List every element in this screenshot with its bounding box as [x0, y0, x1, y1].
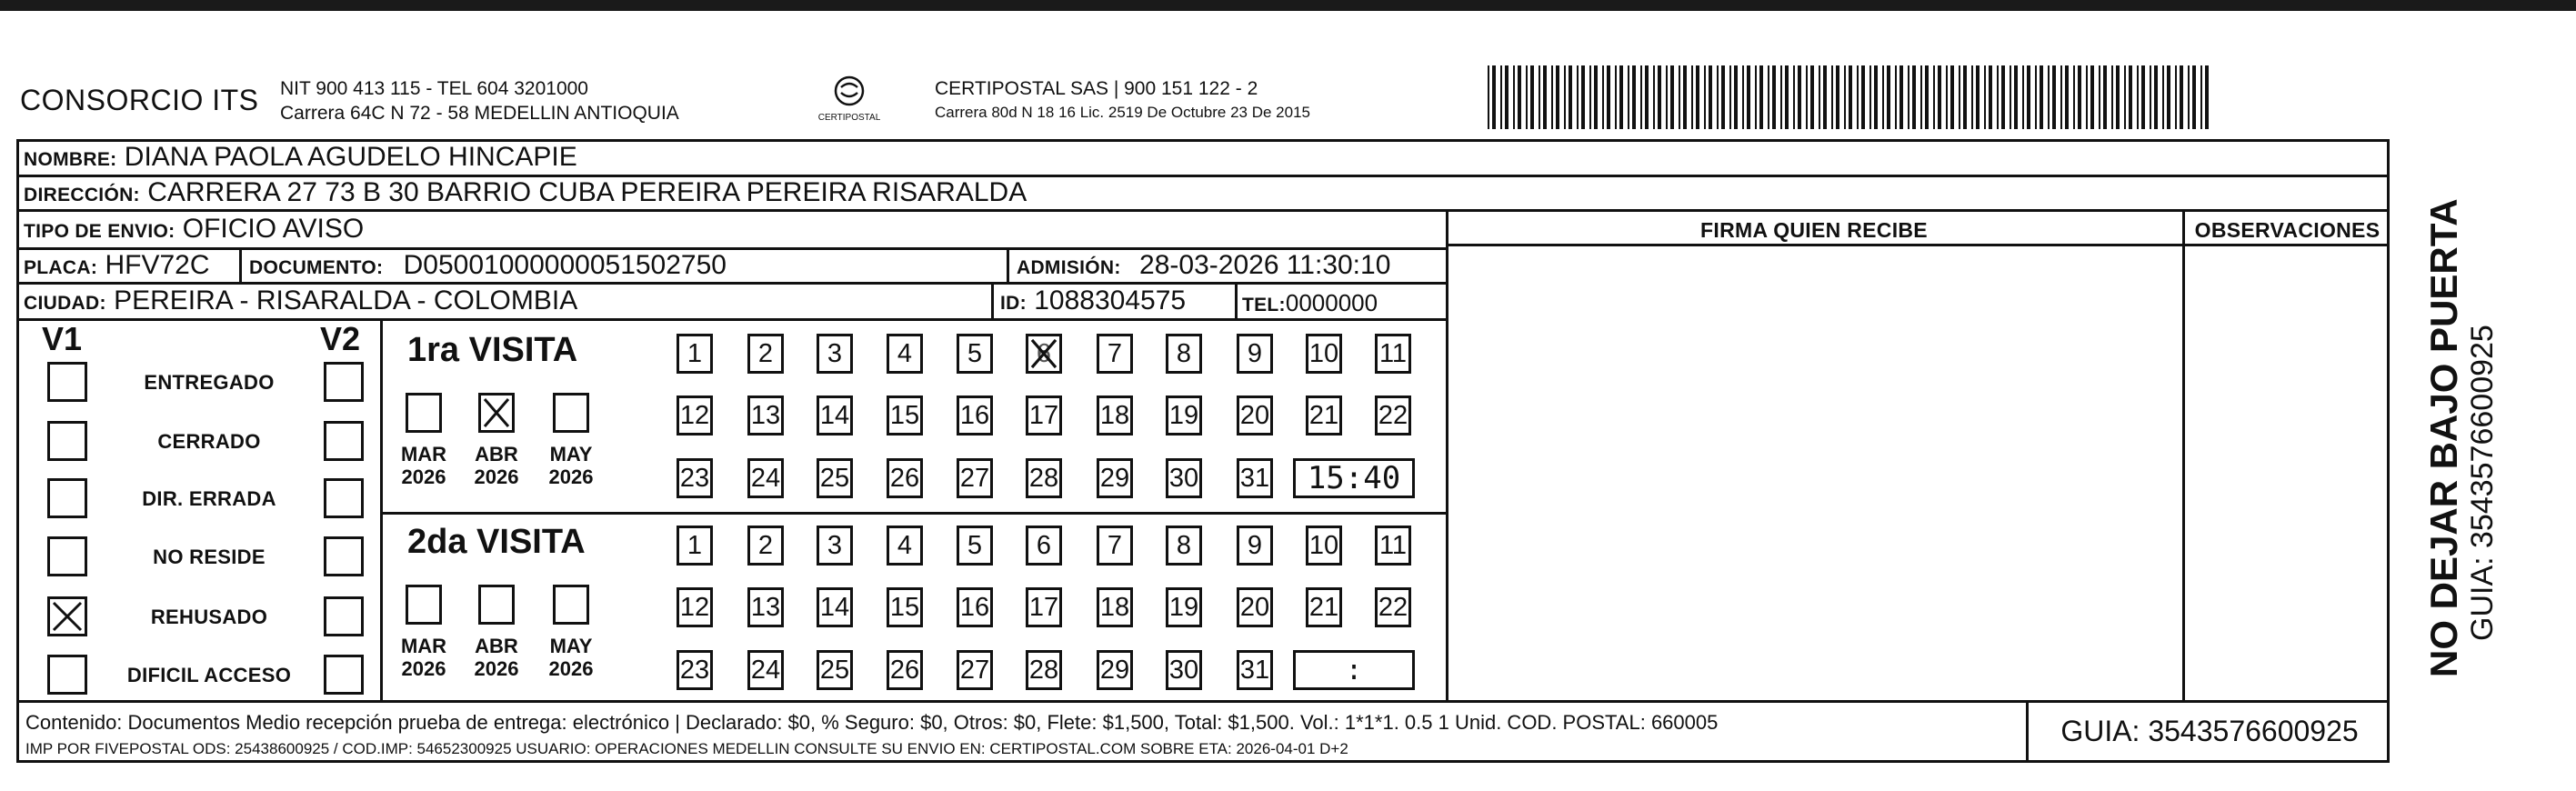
barcode-bar	[1581, 65, 1585, 129]
barcode-bar	[1887, 65, 1890, 129]
day-box[interactable]: 15	[887, 587, 923, 627]
barcode-bar	[2052, 65, 2056, 129]
barcode-bar	[1793, 65, 1795, 129]
documento-field	[249, 251, 727, 283]
day-box[interactable]: 6	[1026, 526, 1062, 566]
barcode-bar	[1488, 65, 1489, 129]
barcode-bar	[1729, 65, 1731, 129]
barcode-bar	[1569, 65, 1572, 129]
row-divider	[1448, 244, 2390, 246]
barcode-bar	[2188, 65, 2190, 129]
visit-title: 2da VISITA	[407, 523, 586, 561]
barcode-bar	[1556, 65, 1559, 129]
visit-title: 1ra VISITA	[407, 331, 578, 369]
barcode-bar	[1564, 65, 1566, 129]
month-name: ABR	[475, 443, 518, 466]
day-box[interactable]: 12	[677, 587, 713, 627]
barcode-bar	[1925, 65, 1929, 129]
status-label: DIFICIL ACCESO	[126, 664, 292, 686]
day-box[interactable]: 15	[887, 396, 923, 436]
month-name: MAY	[549, 443, 593, 466]
v2-checkbox[interactable]	[324, 362, 364, 402]
barcode-bar	[1704, 65, 1706, 129]
month-name: ABR	[475, 635, 518, 657]
barcode-bar	[2154, 65, 2158, 129]
tipo-envio-label: TIPO DE ENVIO:	[24, 221, 175, 242]
barcode-bar	[1950, 65, 1954, 129]
barcode-bar	[2048, 65, 2050, 129]
barcode-bar	[1882, 65, 1884, 129]
day-box[interactable]: 8	[1166, 334, 1202, 374]
status-label: REHUSADO	[150, 606, 268, 628]
barcode-bar	[2090, 65, 2094, 129]
month-year: 2026	[474, 657, 519, 680]
tipo-envio-value: OFICIO AVISO	[182, 214, 365, 244]
placa-field	[24, 251, 210, 283]
firma-header: FIRMA QUIEN RECIBE	[1700, 218, 1928, 242]
x-mark-icon	[481, 396, 512, 430]
barcode-bar	[1709, 65, 1712, 129]
day-box[interactable]: 16	[957, 396, 993, 436]
day-box[interactable]: 4	[887, 526, 923, 566]
month-label	[544, 635, 598, 680]
day-box[interactable]: 8	[1166, 526, 1202, 566]
barcode-bar	[2167, 65, 2170, 129]
day-box[interactable]: 27	[957, 458, 993, 498]
barcode-bar	[1721, 65, 1725, 129]
day-box[interactable]: 11	[1375, 526, 1411, 566]
day-box[interactable]: 25	[817, 650, 853, 690]
barcode-bar	[1696, 65, 1699, 129]
col-divider	[1446, 209, 1448, 700]
day-box[interactable]: 14	[817, 396, 853, 436]
v1-checkbox[interactable]	[47, 421, 87, 461]
month-name: MAY	[549, 635, 593, 657]
day-box[interactable]: 2	[747, 334, 784, 374]
day-box[interactable]: 30	[1166, 650, 1202, 690]
barcode-bar	[1577, 65, 1579, 129]
day-box[interactable]: 1	[677, 526, 713, 566]
barcode-bar	[1920, 65, 1922, 129]
id-value: 1088304575	[1034, 285, 1187, 315]
v2-header: V2	[320, 320, 361, 357]
day-box[interactable]: 16	[957, 587, 993, 627]
id-field	[1000, 286, 1186, 318]
barcode-bar	[2116, 65, 2120, 129]
month-label	[469, 443, 524, 488]
day-box[interactable]: 29	[1097, 458, 1133, 498]
barcode-bar	[1823, 65, 1827, 129]
barcode-bar	[2010, 65, 2011, 129]
time-field[interactable]: 15:40	[1293, 458, 1415, 498]
v1-checkbox[interactable]	[47, 536, 87, 576]
barcode-bar	[1755, 65, 1757, 129]
barcode-bar	[1959, 65, 1960, 129]
barcode-bar	[2111, 65, 2113, 129]
barcode-bar	[1530, 65, 1534, 129]
barcode-bar	[1819, 65, 1820, 129]
v1-header: V1	[42, 320, 83, 357]
v1-checkbox[interactable]	[47, 362, 87, 402]
barcode-bar	[1640, 65, 1642, 129]
day-box[interactable]: 21	[1306, 396, 1342, 436]
col-divider	[1007, 247, 1009, 282]
barcode-bar	[2205, 65, 2209, 129]
barcode-bar	[2027, 65, 2030, 129]
day-box[interactable]: 13	[747, 587, 784, 627]
top-border	[0, 0, 2576, 11]
barcode-bar	[1679, 65, 1680, 129]
tel-label: TEL:	[1242, 295, 1286, 315]
month-checkbox[interactable]	[478, 393, 515, 433]
v2-checkbox[interactable]	[324, 655, 364, 695]
day-box[interactable]: 20	[1237, 396, 1273, 436]
v2-checkbox[interactable]	[324, 421, 364, 461]
day-box[interactable]: 21	[1306, 587, 1342, 627]
x-mark-icon	[50, 599, 85, 634]
status-label: NO RESIDE	[153, 546, 266, 568]
documento-label: DOCUMENTO:	[249, 257, 384, 278]
v2-checkbox[interactable]	[324, 596, 364, 636]
barcode-bar	[2001, 65, 2005, 129]
month-year: 2026	[401, 657, 446, 680]
month-name: MAR	[400, 443, 447, 466]
barcode-bar	[1780, 65, 1782, 129]
month-checkbox[interactable]	[478, 585, 515, 625]
barcode-bar	[1798, 65, 1801, 129]
day-box[interactable]: 27	[957, 650, 993, 690]
barcode-bar	[1785, 65, 1789, 129]
month-year: 2026	[548, 466, 594, 488]
barcode-bar	[2040, 65, 2043, 129]
barcode-bar	[1869, 65, 1871, 129]
barcode-bar	[1899, 65, 1903, 129]
month-year: 2026	[401, 466, 446, 488]
certipostal-logo	[814, 73, 885, 127]
barcode-bar	[1619, 65, 1623, 129]
signature-area[interactable]	[1451, 250, 2179, 696]
day-box[interactable]: 29	[1097, 650, 1133, 690]
day-box[interactable]: 2	[747, 526, 784, 566]
day-box[interactable]: 23	[677, 650, 713, 690]
barcode-bar	[1683, 65, 1687, 129]
barcode-bar	[1717, 65, 1719, 129]
day-box[interactable]: 23	[677, 458, 713, 498]
col-divider	[239, 247, 242, 282]
barcode	[1486, 65, 2211, 129]
day-box[interactable]: 17	[1026, 587, 1062, 627]
day-box[interactable]: 7	[1097, 334, 1133, 374]
month-checkbox[interactable]	[553, 585, 589, 625]
day-box[interactable]: 25	[817, 458, 853, 498]
col-divider	[2026, 700, 2029, 763]
barcode-bar	[1997, 65, 1999, 129]
day-box[interactable]: 30	[1166, 458, 1202, 498]
side-guia: GUIA: 3543576600925	[2465, 325, 2500, 641]
barcode-bar	[1849, 65, 1852, 129]
tipo-envio-row	[24, 215, 364, 246]
v1-checkbox[interactable]	[47, 478, 87, 518]
day-box[interactable]: 5	[957, 526, 993, 566]
barcode-bar	[2073, 65, 2075, 129]
barcode-bar	[1594, 65, 1598, 129]
nombre-value: DIANA PAOLA AGUDELO HINCAPIE	[124, 142, 577, 172]
barcode-bar	[1658, 65, 1661, 129]
barcode-bar	[2150, 65, 2151, 129]
direccion-label: DIRECCIÓN:	[24, 185, 140, 205]
barcode-bar	[1500, 65, 1502, 129]
col-divider	[991, 282, 994, 318]
barcode-bar	[1632, 65, 1636, 129]
id-label: ID:	[1000, 293, 1027, 314]
placa-label: PLACA:	[24, 257, 98, 278]
day-box[interactable]: 31	[1237, 458, 1273, 498]
v2-checkbox[interactable]	[324, 536, 364, 576]
barcode-bar	[1963, 65, 1967, 129]
month-label	[396, 635, 451, 680]
barcode-bar	[1989, 65, 1992, 129]
barcode-bar	[1734, 65, 1738, 129]
day-box[interactable]: 12	[677, 396, 713, 436]
month-year: 2026	[548, 657, 594, 680]
barcode-bar	[1938, 65, 1941, 129]
day-box[interactable]: 31	[1237, 650, 1273, 690]
day-box[interactable]: 6	[1026, 334, 1062, 374]
ciudad-label: CIUDAD:	[24, 293, 106, 314]
month-label	[469, 635, 524, 680]
observations-area[interactable]	[2188, 250, 2386, 696]
day-box[interactable]: 22	[1375, 396, 1411, 436]
day-box[interactable]: 26	[887, 650, 923, 690]
placa-value: HFV72C	[105, 250, 210, 280]
day-box[interactable]: 26	[887, 458, 923, 498]
day-box[interactable]: 24	[747, 458, 784, 498]
v1-checkbox[interactable]	[47, 655, 87, 695]
day-box[interactable]: 19	[1166, 587, 1202, 627]
barcode-bar	[1691, 65, 1693, 129]
tel-field	[1242, 288, 1378, 320]
barcode-bar	[1602, 65, 1604, 129]
footer-imp: IMP POR FIVEPOSTAL ODS: 25438600925 / COD.IMP: 54652300925 USUARIO: OPERACIONES MEDELLIN CONSULTE SU ENVIO EN: CERTIPOSTAL.COM SOBRE ETA: 2026-04-01 D+2	[25, 740, 1348, 757]
barcode-bar	[2014, 65, 2018, 129]
barcode-bar	[2086, 65, 2088, 129]
certipostal-line1: CERTIPOSTAL SAS | 900 151 122 - 2	[935, 78, 1258, 99]
day-box[interactable]: 1	[677, 334, 713, 374]
barcode-bar	[2141, 65, 2145, 129]
month-label	[544, 443, 598, 488]
company-info	[280, 76, 679, 125]
certipostal-info	[935, 76, 1310, 125]
month-name: MAR	[400, 635, 447, 657]
barcode-bar	[2124, 65, 2126, 129]
admision-label: ADMISIÓN:	[1017, 257, 1121, 278]
day-box[interactable]: 10	[1306, 526, 1342, 566]
company-name: CONSORCIO ITS	[20, 84, 259, 116]
barcode-bar	[1607, 65, 1610, 129]
barcode-bar	[2065, 65, 2069, 129]
barcode-bar	[1543, 65, 1547, 129]
barcode-bar	[2035, 65, 2037, 129]
admision-field	[1017, 251, 1390, 283]
company-address: Carrera 64C N 72 - 58 MEDELLIN ANTIOQUIA	[280, 103, 679, 124]
barcode-bar	[2129, 65, 2132, 129]
month-label	[396, 443, 451, 488]
barcode-bar	[2078, 65, 2081, 129]
documento-value: D05001000000051502750	[403, 250, 727, 280]
day-box[interactable]: 9	[1237, 526, 1273, 566]
barcode-bar	[1551, 65, 1553, 129]
barcode-bar	[1874, 65, 1878, 129]
nombre-row	[24, 143, 577, 175]
status-label: ENTREGADO	[144, 371, 275, 394]
barcode-bar	[2099, 65, 2100, 129]
day-box[interactable]: 4	[887, 334, 923, 374]
barcode-bar	[1759, 65, 1763, 129]
barcode-bar	[2192, 65, 2196, 129]
row-divider	[16, 318, 1448, 321]
barcode-bar	[2175, 65, 2177, 129]
no-dejar-warning: NO DEJAR BAJO PUERTA	[2422, 198, 2465, 677]
barcode-bar	[2060, 65, 2062, 129]
footer-content: Contenido: Documentos Medio recepción prueba de entrega: electrónico | Declarado: $0, % Seguro: $0, Otros: $0, Flete: $1,500, Total: $1,500. Vol.: 1*1*1. 0.5 1 Unid. COD. POSTAL: 660005	[25, 711, 1719, 734]
v2-checkbox[interactable]	[324, 478, 364, 518]
day-box[interactable]: 7	[1097, 526, 1133, 566]
month-checkbox[interactable]	[553, 393, 589, 433]
barcode-bar	[1810, 65, 1814, 129]
barcode-bar	[1513, 65, 1515, 129]
barcode-bar	[1806, 65, 1808, 129]
day-box[interactable]: 3	[817, 526, 853, 566]
barcode-bar	[1831, 65, 1833, 129]
barcode-bar	[1518, 65, 1521, 129]
col-divider	[2182, 209, 2185, 700]
day-box[interactable]: 11	[1375, 334, 1411, 374]
barcode-bar	[1653, 65, 1655, 129]
barcode-bar	[1670, 65, 1674, 129]
barcode-bar	[1645, 65, 1649, 129]
barcode-bar	[1492, 65, 1496, 129]
day-box[interactable]: 28	[1026, 650, 1062, 690]
footer-guia: GUIA: 3543576600925	[2060, 715, 2359, 747]
barcode-bar	[1768, 65, 1769, 129]
barcode-bar	[1933, 65, 1935, 129]
logo-text: CERTIPOSTAL	[817, 113, 881, 123]
nombre-label: NOMBRE:	[24, 149, 117, 170]
col-divider	[380, 318, 383, 700]
day-box[interactable]: 18	[1097, 396, 1133, 436]
row-divider	[16, 700, 2390, 703]
day-box[interactable]: 22	[1375, 587, 1411, 627]
day-box[interactable]: 10	[1306, 334, 1342, 374]
v1-checkbox[interactable]	[47, 596, 87, 636]
day-box[interactable]: 17	[1026, 396, 1062, 436]
barcode-bar	[1857, 65, 1859, 129]
barcode-bar	[1747, 65, 1750, 129]
barcode-bar	[1844, 65, 1846, 129]
time-field[interactable]: :	[1293, 650, 1415, 690]
direccion-value: CARRERA 27 73 B 30 BARRIO CUBA PEREIRA PEREIRA RISARALDA	[147, 177, 1027, 207]
day-box[interactable]: 19	[1166, 396, 1202, 436]
barcode-bar	[1589, 65, 1591, 129]
certipostal-line2: Carrera 80d N 18 16 Lic. 2519 De Octubre 23 De 2015	[935, 104, 1310, 121]
day-box[interactable]: 14	[817, 587, 853, 627]
barcode-bar	[1908, 65, 1909, 129]
admision-value: 28-03-2026 11:30:10	[1139, 250, 1391, 280]
barcode-bar	[1615, 65, 1617, 129]
barcode-bar	[1526, 65, 1528, 129]
barcode-bar	[1861, 65, 1865, 129]
barcode-bar	[2180, 65, 2183, 129]
barcode-bar	[1505, 65, 1509, 129]
barcode-bar	[1971, 65, 1973, 129]
x-mark-icon	[1028, 336, 1059, 371]
ciudad-value: PEREIRA - RISARALDA - COLOMBIA	[114, 285, 578, 315]
barcode-bar	[1984, 65, 1986, 129]
barcode-bar	[1946, 65, 1948, 129]
month-checkbox[interactable]	[406, 393, 442, 433]
observaciones-header: OBSERVACIONES	[2194, 218, 2381, 242]
day-box[interactable]: 18	[1097, 587, 1133, 627]
direccion-row	[24, 178, 1027, 210]
barcode-bar	[1742, 65, 1744, 129]
barcode-bar	[1976, 65, 1980, 129]
barcode-bar	[1895, 65, 1897, 129]
barcode-bar	[1628, 65, 1629, 129]
day-box[interactable]: 20	[1237, 587, 1273, 627]
barcode-bar	[1539, 65, 1540, 129]
barcode-bar	[1772, 65, 1776, 129]
month-year: 2026	[474, 466, 519, 488]
ciudad-row	[24, 286, 577, 318]
row-divider	[380, 512, 1448, 515]
status-label: CERRADO	[157, 430, 261, 453]
col-divider	[1235, 282, 1238, 318]
barcode-bar	[2162, 65, 2164, 129]
day-box[interactable]: 13	[747, 396, 784, 436]
tel-value: 0000000	[1285, 289, 1378, 316]
barcode-bar	[1836, 65, 1839, 129]
month-checkbox[interactable]	[406, 585, 442, 625]
day-box[interactable]: 24	[747, 650, 784, 690]
barcode-bar	[2200, 65, 2202, 129]
barcode-bar	[1666, 65, 1668, 129]
barcode-bar	[1912, 65, 1916, 129]
day-box[interactable]: 9	[1237, 334, 1273, 374]
barcode-bar	[2137, 65, 2139, 129]
status-label: DIR. ERRADA	[142, 487, 276, 510]
barcode-bar	[2103, 65, 2107, 129]
day-box[interactable]: 28	[1026, 458, 1062, 498]
day-box[interactable]: 3	[817, 334, 853, 374]
barcode-bar	[2022, 65, 2024, 129]
day-box[interactable]: 5	[957, 334, 993, 374]
company-nit-tel: NIT 900 413 115 - TEL 604 3201000	[280, 78, 588, 99]
